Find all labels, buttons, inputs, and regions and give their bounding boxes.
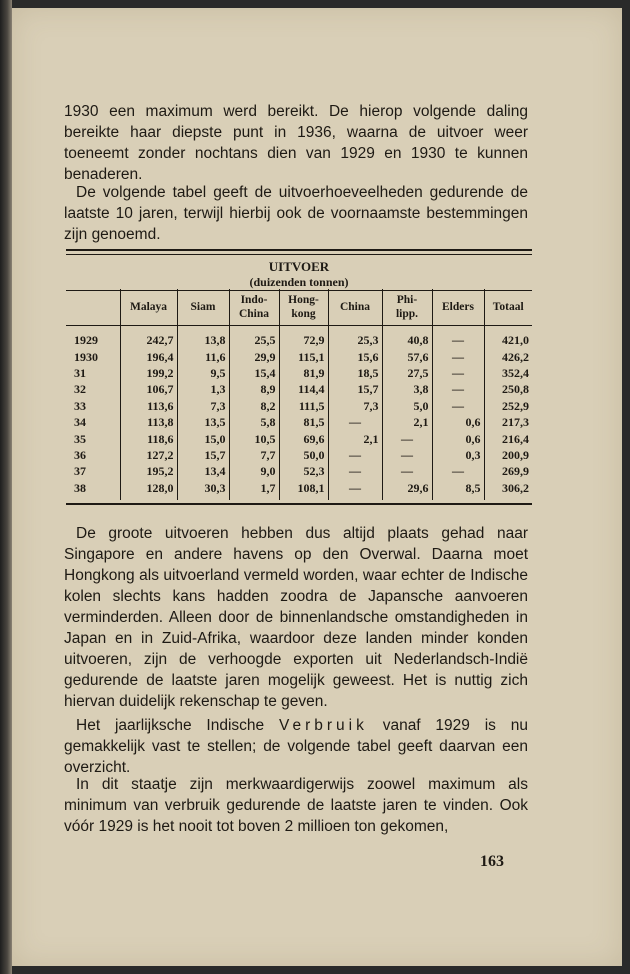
value-cell: 2,1 xyxy=(328,430,382,446)
value-cell: 7,3 xyxy=(328,398,382,414)
value-cell: 11,6 xyxy=(177,348,229,364)
value-cell: 111,5 xyxy=(279,398,328,414)
value-cell: — xyxy=(328,414,382,430)
column-header xyxy=(484,289,532,326)
value-cell: 3,8 xyxy=(382,381,432,397)
value-cell: 69,6 xyxy=(279,430,328,446)
value-cell: 195,2 xyxy=(120,463,177,479)
column-header xyxy=(177,289,229,326)
value-cell: 242,7 xyxy=(120,326,177,349)
year-cell: 33 xyxy=(74,398,86,413)
column-header-line-1: Siam xyxy=(190,301,216,313)
column-header xyxy=(229,289,279,326)
value-cell: 306,2 xyxy=(484,480,532,500)
value-cell: 426,2 xyxy=(484,348,532,364)
column-header xyxy=(432,289,484,326)
value-cell: 113,8 xyxy=(120,414,177,430)
column-header xyxy=(120,289,177,326)
value-cell: 106,7 xyxy=(120,381,177,397)
value-cell: 199,2 xyxy=(120,365,177,381)
year-cell: 35 xyxy=(74,431,86,446)
column-header-line-1: Elders xyxy=(442,301,474,313)
value-cell: 13,4 xyxy=(177,463,229,479)
value-cell: — xyxy=(328,480,382,500)
value-cell: 118,6 xyxy=(120,430,177,446)
value-cell: 252,9 xyxy=(484,398,532,414)
table-subtitle: (duizenden tonnen) xyxy=(249,275,349,289)
value-cell: 115,1 xyxy=(279,348,328,364)
paragraph-5: In dit staatje zijn merkwaardigerwijs zoowel maximum als minimum van verbruik gedurende de laatste jaren te vinden. Ook vóór 1929 is het nooit tot boven 2 millioen ton gekomen, xyxy=(64,776,528,835)
value-cell: 50,0 xyxy=(279,447,328,463)
table-title: UITVOER xyxy=(268,259,330,274)
value-cell: 2,1 xyxy=(382,414,432,430)
value-cell: 9,0 xyxy=(229,463,279,479)
value-cell: 196,4 xyxy=(120,348,177,364)
table-bottom-rule xyxy=(66,503,532,505)
table-row xyxy=(66,480,532,500)
value-cell: 108,1 xyxy=(279,480,328,500)
value-cell: 114,4 xyxy=(279,381,328,397)
table-row xyxy=(66,430,532,446)
value-cell: 128,0 xyxy=(120,480,177,500)
value-cell: 81,9 xyxy=(279,365,328,381)
value-cell: 352,4 xyxy=(484,365,532,381)
column-header-line-2: kong xyxy=(291,308,316,320)
value-cell: 1,7 xyxy=(229,480,279,500)
year-cell: 38 xyxy=(74,480,86,495)
value-cell: 15,6 xyxy=(328,348,382,364)
value-cell: — xyxy=(382,430,432,446)
value-cell: 72,9 xyxy=(279,326,328,349)
value-cell: 113,6 xyxy=(120,398,177,414)
value-cell: 15,4 xyxy=(229,365,279,381)
column-header xyxy=(328,289,382,326)
value-cell: 25,5 xyxy=(229,326,279,349)
table-row xyxy=(66,348,532,364)
table-row xyxy=(66,463,532,479)
value-cell: 5,8 xyxy=(229,414,279,430)
value-cell: 5,0 xyxy=(382,398,432,414)
year-cell: 36 xyxy=(74,447,86,462)
value-cell: 15,0 xyxy=(177,430,229,446)
table-row xyxy=(66,381,532,397)
value-cell: — xyxy=(432,381,484,397)
value-cell: 15,7 xyxy=(177,447,229,463)
value-cell: — xyxy=(328,447,382,463)
value-cell: 52,3 xyxy=(279,463,328,479)
table-header-row xyxy=(66,289,532,326)
year-cell: 1930 xyxy=(74,349,98,364)
column-header-line-1: Malaya xyxy=(129,301,168,313)
value-cell: 81,5 xyxy=(279,414,328,430)
year-cell: 31 xyxy=(74,365,86,380)
table-row xyxy=(66,326,532,349)
value-cell: 269,9 xyxy=(484,463,532,479)
paragraph-4-end: vanaf 1929 is nu gemakkelijk vast te stellen; de volgende tabel geeft daarvan een overzicht. xyxy=(64,717,528,776)
value-cell: 8,2 xyxy=(229,398,279,414)
column-header-line-2: lipp. xyxy=(395,308,419,320)
value-cell: — xyxy=(382,447,432,463)
table-row xyxy=(66,398,532,414)
value-cell: 0,3 xyxy=(432,447,484,463)
value-cell: 25,3 xyxy=(328,326,382,349)
table-row xyxy=(66,365,532,381)
column-header xyxy=(382,289,432,326)
value-cell: 127,2 xyxy=(120,447,177,463)
value-cell: 7,7 xyxy=(229,447,279,463)
year-cell: 1929 xyxy=(74,333,98,348)
value-cell: — xyxy=(382,463,432,479)
value-cell: 30,3 xyxy=(177,480,229,500)
column-header xyxy=(279,289,328,326)
value-cell: 0,6 xyxy=(432,414,484,430)
paragraph-1: 1930 een maximum werd bereikt. De hierop volgende daling bereikte haar diepste punt in 1936, waarna de uitvoer weer toeneemt zonder nochtans dien van 1929 en 1930 te kunnen benaderen. xyxy=(64,103,528,183)
table-top-rule-thin xyxy=(66,254,532,255)
column-header-line-1: Indo- xyxy=(240,294,268,306)
value-cell: 8,9 xyxy=(229,381,279,397)
column-header-line-1: Hong- xyxy=(288,294,319,306)
value-cell: 9,5 xyxy=(177,365,229,381)
value-cell: — xyxy=(432,348,484,364)
value-cell: 0,6 xyxy=(432,430,484,446)
paragraph-3: De groote uitvoeren hebben dus altijd plaats gehad naar Singapore en andere havens op den Overwal. Daarna moet Hongkong als uitvoerland vermeld worden, waar echter de Indische kolen slechts kans hadden zoodra de Japansche aanvoeren verminderden. Alleen door de binnenlandsche omstandigheden in Japan en in Zuid-Afrika, waardoor deze landen minder konden uitvoeren, zijn de verhoogde exporten uit Nederlandsch-Indië gedurende de laatste jaren mogelijk geweest. Het is nuttig zich hiervan duidelijk rekenschap te geven. xyxy=(64,525,528,710)
value-cell: 29,9 xyxy=(229,348,279,364)
verbruik-word: Verbruik xyxy=(279,717,368,734)
value-cell: 27,5 xyxy=(382,365,432,381)
value-cell: 29,6 xyxy=(382,480,432,500)
value-cell: 1,3 xyxy=(177,381,229,397)
table-row xyxy=(66,414,532,430)
value-cell: 10,5 xyxy=(229,430,279,446)
value-cell: 217,3 xyxy=(484,414,532,430)
value-cell: 57,6 xyxy=(382,348,432,364)
book-spine xyxy=(0,0,12,974)
year-cell: 37 xyxy=(74,464,86,479)
paragraph-4-start: Het jaarlijksche Indische xyxy=(76,717,279,734)
value-cell: 40,8 xyxy=(382,326,432,349)
value-cell: — xyxy=(432,326,484,349)
value-cell: 8,5 xyxy=(432,480,484,500)
value-cell: 13,8 xyxy=(177,326,229,349)
column-header-line-1: Totaal xyxy=(492,301,524,313)
value-cell: — xyxy=(328,463,382,479)
value-cell: — xyxy=(432,398,484,414)
value-cell: 18,5 xyxy=(328,365,382,381)
value-cell: 421,0 xyxy=(484,326,532,349)
table-row xyxy=(66,447,532,463)
paragraph-4 xyxy=(64,715,528,778)
column-header-line-2: China xyxy=(238,308,270,320)
column-header xyxy=(66,289,120,326)
value-cell: 13,5 xyxy=(177,414,229,430)
column-header-line-1: China xyxy=(339,301,371,313)
value-cell: — xyxy=(432,463,484,479)
paragraph-2: De volgende tabel geeft de uitvoerhoeveelheden gedurende de laatste 10 jaren, terwijl hierbij ook de voornaamste bestemmingen zijn genoemd. xyxy=(64,184,528,243)
value-cell: 15,7 xyxy=(328,381,382,397)
value-cell: — xyxy=(432,365,484,381)
page-number: 163 xyxy=(480,853,504,870)
value-cell: 7,3 xyxy=(177,398,229,414)
value-cell: 216,4 xyxy=(484,430,532,446)
value-cell: 200,9 xyxy=(484,447,532,463)
value-cell: 250,8 xyxy=(484,381,532,397)
year-cell: 34 xyxy=(74,415,86,430)
year-cell: 32 xyxy=(74,382,86,397)
column-header-line-1: Phi- xyxy=(396,294,418,306)
table-top-rule xyxy=(66,249,532,251)
export-table xyxy=(66,289,532,500)
